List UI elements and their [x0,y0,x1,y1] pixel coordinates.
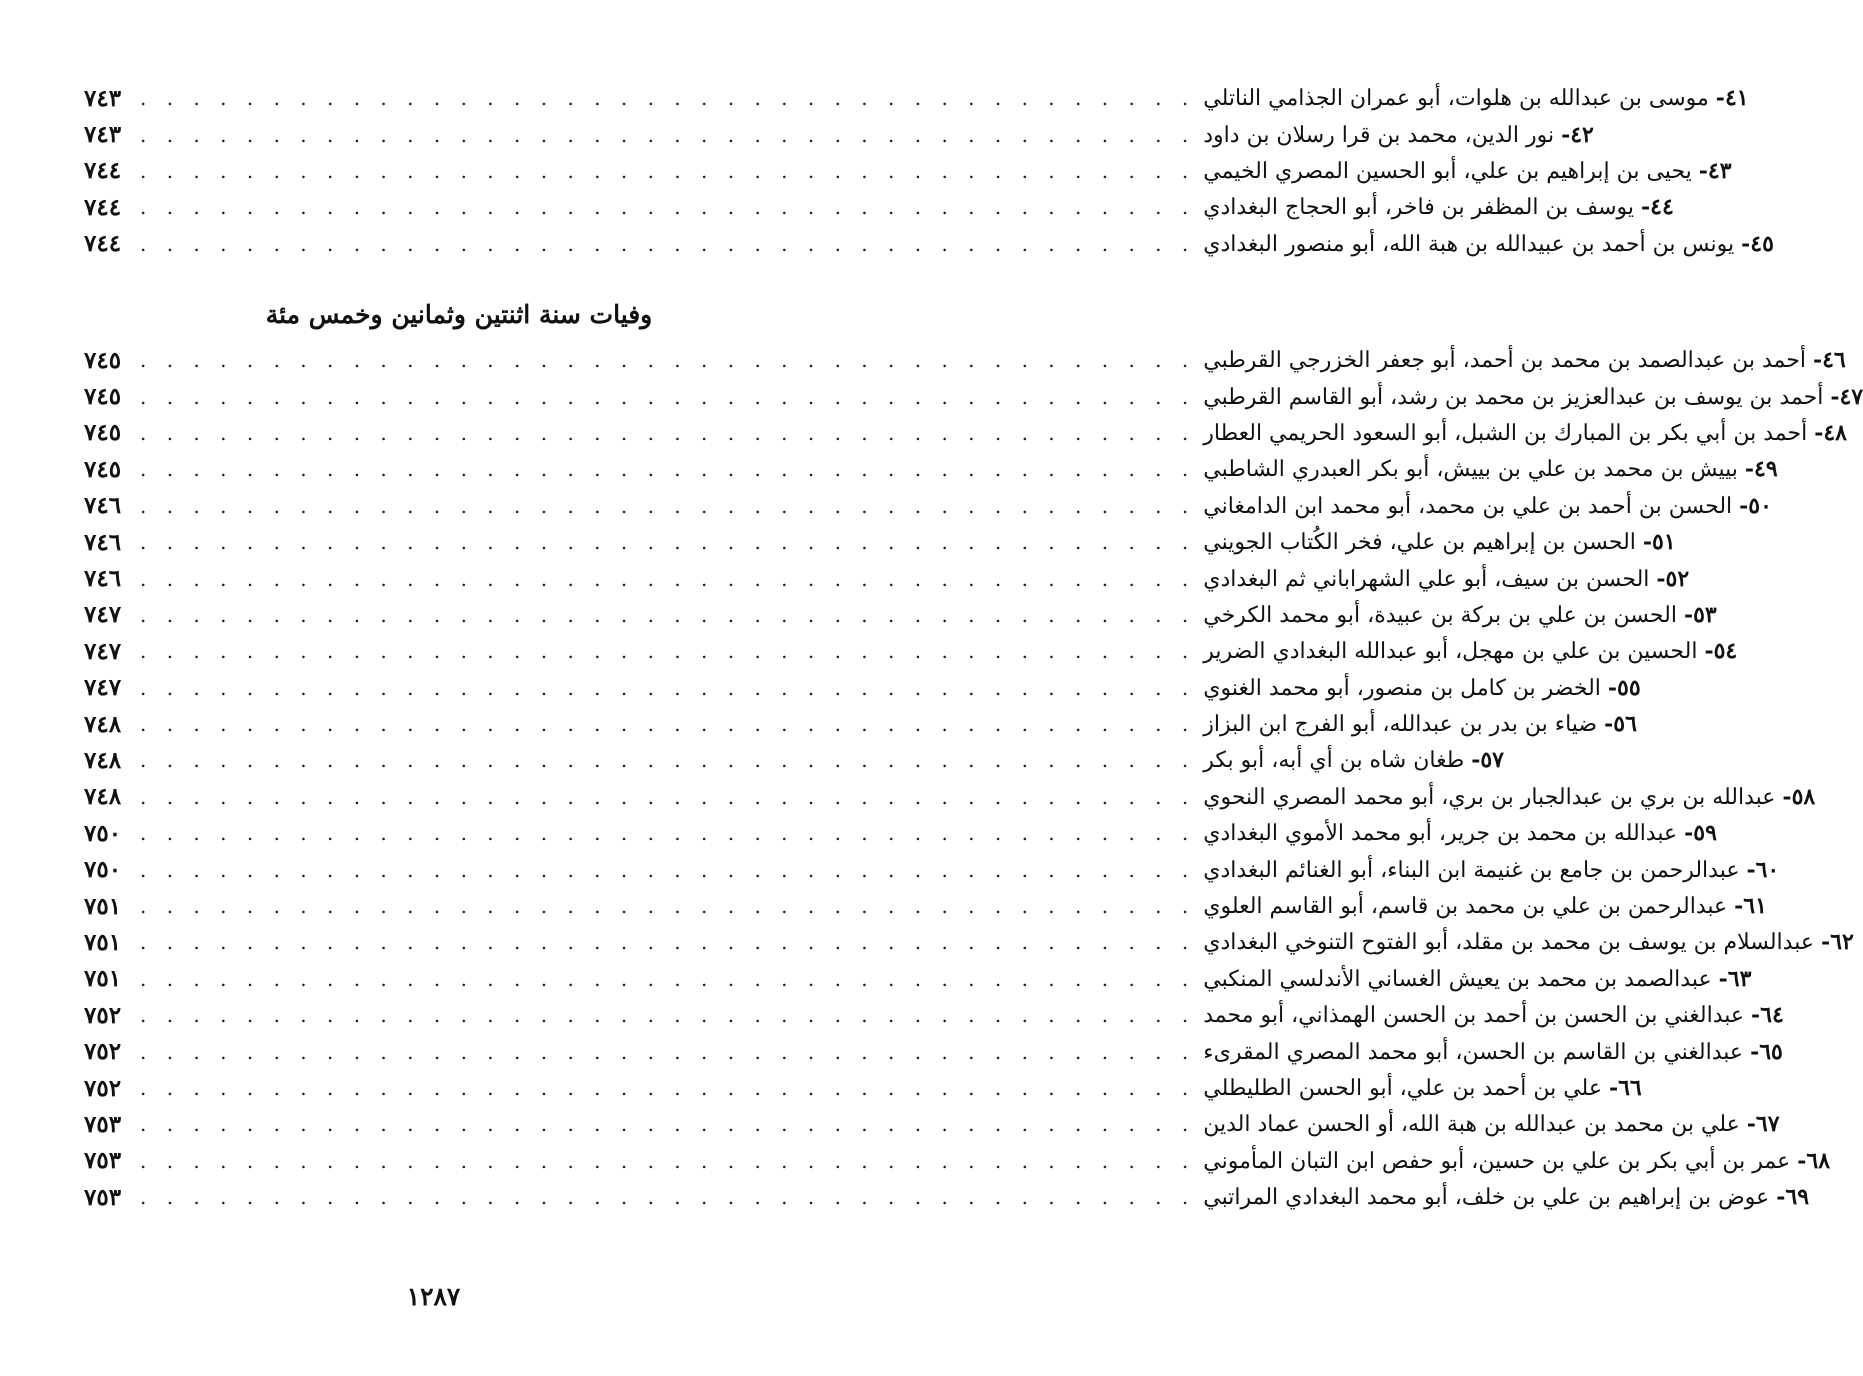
entry-number: ٥٤- [1704,638,1738,665]
section-heading: وفيات سنة اثنتين وثمانين وخمس مئة [265,300,653,329]
entry-text-group [1203,1184,1809,1210]
entry-page-number: ٧٥١ [84,965,122,993]
dot-leader: . . . . . . . . . . . . . . . . . . . . . . . . . . . . . . . . . . . . . . . . [140,930,1196,955]
page-number: ١٢٨٧ [406,1282,461,1311]
entry-name: عبدالصمد بن محمد بن يعيش الغساني الأندلسي المنكبي [1203,966,1712,992]
entry-number: ٥٩- [1684,820,1717,847]
entry-page-number: ٧٤٧ [84,601,122,629]
entry-number: ٦٦- [1608,1075,1642,1101]
entry-number: ٥٥- [1607,674,1641,701]
entry-text-group [1203,1111,1779,1137]
entry-name: نور الدين، محمد بن قرا رسلان بن داود [1203,122,1555,148]
index-entry [84,1106,1780,1142]
entry-number: ٥٠- [1739,492,1772,519]
entry-name: طغان شاه بن أي أبه، أبو بكر [1203,748,1465,774]
entry-page-number: ٧٤٨ [84,746,122,774]
entry-text-group [1203,1148,1830,1174]
entry-page-number: ٧٥٢ [84,1001,122,1029]
entry-text-group [1203,638,1737,664]
index-entry [84,706,1637,742]
index-entry [84,997,1784,1033]
entry-name: عبدالغني بن الحسن بن أحمد بن الحسن الهمذاني، أبو محمد [1203,1003,1745,1029]
entry-name: أحمد بن أبي بكر بن المبارك بن الشبل، أبو السعود الحريمي العطار [1203,420,1808,446]
dot-leader: . . . . . . . . . . . . . . . . . . . . . . . . . . . . . . . . . . . . . . . . [140,639,1196,664]
entry-page-number: ٧٤٤ [84,230,122,258]
entry-page-number: ٧٤٨ [84,783,122,811]
entry-number: ٤١- [1715,85,1749,112]
dot-leader: . . . . . . . . . . . . . . . . . . . . . . . . . . . . . . . . . . . . . . . . [140,675,1196,700]
entry-text-group [1203,158,1731,184]
entry-page-number: ٧٤٥ [84,455,122,483]
entry-name: بييش بن محمد بن علي بن بييش، أبو بكر العبدري الشاطبي [1203,457,1738,483]
dot-leader: . . . . . . . . . . . . . . . . . . . . . . . . . . . . . . . . . . . . . . . . [140,712,1196,737]
entry-text-group [1203,1002,1784,1028]
entry-number: ٤٦- [1812,347,1846,374]
entry-number: ٥٢- [1656,565,1690,592]
index-entry [84,378,1863,414]
dot-leader: . . . . . . . . . . . . . . . . . . . . . . . . . . . . . . . . . . . . . . . . [140,1112,1196,1137]
entry-page-number: ٧٤٦ [84,565,122,593]
entry-page-number: ٧٥٢ [84,1038,122,1066]
entry-page-number: ٧٥١ [84,892,122,920]
dot-leader: . . . . . . . . . . . . . . . . . . . . . . . . . . . . . . . . . . . . . . . . [140,195,1196,220]
entry-page-number: ٧٤٥ [84,419,122,447]
entry-page-number: ٧٥٣ [84,1183,122,1211]
entry-number: ٦٧- [1746,1111,1780,1138]
index-entry [84,670,1641,706]
entry-text-group [1203,456,1777,482]
entry-number: ٤٧- [1830,383,1863,410]
entry-name: الحسن بن سيف، أبو علي الشهراباني ثم البغدادي [1203,566,1650,592]
entry-text-group [1203,194,1674,220]
entry-number: ٦٩- [1776,1184,1810,1211]
dot-leader: . . . . . . . . . . . . . . . . . . . . . . . . . . . . . . . . . . . . . . . . [140,420,1196,445]
entry-text-group [1203,711,1637,737]
index-entry [84,633,1738,669]
index-entry [84,80,1749,116]
entry-text-group [1203,784,1815,810]
dot-leader: . . . . . . . . . . . . . . . . . . . . . . . . . . . . . . . . . . . . . . . . [140,457,1196,482]
index-entry [84,815,1717,851]
dot-leader: . . . . . . . . . . . . . . . . . . . . . . . . . . . . . . . . . . . . . . . . [140,821,1196,846]
entry-number: ٥١- [1642,529,1676,556]
entry-name: عمر بن أبي بكر بن علي بن حسين، أبو حفص ابن التبان المأموني [1203,1148,1791,1174]
entry-text-group [1203,893,1767,919]
entry-text-group [1203,966,1751,992]
entry-text-group [1203,566,1689,592]
entry-page-number: ٧٤٦ [84,492,122,520]
entry-text-group [1203,347,1845,373]
entry-text-group [1203,384,1863,410]
index-entry [84,1033,1783,1069]
entry-name: عوض بن إبراهيم بن علي بن خلف، أبو محمد البغدادي المراتبي [1203,1185,1770,1211]
entry-name: موسى بن عبدالله بن هلوات، أبو عمران الجذامي الناتلي [1203,86,1709,112]
entry-page-number: ٧٤٣ [84,121,122,149]
entry-name: أحمد بن عبدالصمد بن محمد بن أحمد، أبو جعفر الخزرجي القرطبي [1203,348,1806,374]
entry-number: ٥٨- [1782,783,1816,810]
entry-page-number: ٧٥١ [84,928,122,956]
entry-name: الخضر بن كامل بن منصور، أبو محمد الغنوي [1203,675,1601,701]
entry-number: ٥٧- [1471,747,1504,774]
entry-text-group [1203,1039,1783,1065]
entry-page-number: ٧٤٥ [84,346,122,374]
entry-number: ٤٨- [1814,419,1847,446]
dot-leader: . . . . . . . . . . . . . . . . . . . . . . . . . . . . . . . . . . . . . . . . [140,348,1196,373]
dot-leader: . . . . . . . . . . . . . . . . . . . . . . . . . . . . . . . . . . . . . . . . [140,1039,1196,1064]
index-entry [84,153,1732,189]
dot-leader: . . . . . . . . . . . . . . . . . . . . . . . . . . . . . . . . . . . . . . . . [140,894,1196,919]
entry-name: يوسف بن المظفر بن فاخر، أبو الحجاج البغدادي [1203,195,1635,221]
dot-leader: . . . . . . . . . . . . . . . . . . . . . . . . . . . . . . . . . . . . . . . . [140,1185,1196,1210]
index-entry [84,342,1846,378]
index-entry [84,1070,1642,1106]
entry-number: ٤٣- [1698,157,1732,184]
entry-number: ٥٣- [1683,601,1717,628]
dot-leader: . . . . . . . . . . . . . . . . . . . . . . . . . . . . . . . . . . . . . . . . [140,158,1196,183]
entry-name: الحسن بن إبراهيم بن علي، فخر الكُتاب الجويني [1203,530,1636,556]
entry-number: ٦٢- [1820,929,1854,956]
index-entry [84,851,1780,887]
dot-leader: . . . . . . . . . . . . . . . . . . . . . . . . . . . . . . . . . . . . . . . . [140,857,1196,882]
entry-page-number: ٧٥٠ [84,856,122,884]
index-entry [84,597,1717,633]
entry-name: يونس بن أحمد بن عبيدالله بن هبة الله، أبو منصور البغدادي [1203,231,1735,257]
entry-number: ٦١- [1734,893,1767,920]
dot-leader: . . . . . . . . . . . . . . . . . . . . . . . . . . . . . . . . . . . . . . . . [140,86,1196,111]
dot-leader: . . . . . . . . . . . . . . . . . . . . . . . . . . . . . . . . . . . . . . . . [140,602,1196,627]
entry-number: ٦٥- [1750,1038,1783,1065]
entry-name: علي بن محمد بن عبدالله بن هبة الله، أو الحسن عماد الدين [1203,1112,1740,1138]
index-entry [84,888,1767,924]
entry-number: ٦٨- [1797,1147,1831,1174]
entry-page-number: ٧٥٣ [84,1147,122,1175]
dot-leader: . . . . . . . . . . . . . . . . . . . . . . . . . . . . . . . . . . . . . . . . [140,966,1196,991]
entry-text-group [1203,420,1847,446]
entry-text-group [1203,85,1748,111]
dot-leader: . . . . . . . . . . . . . . . . . . . . . . . . . . . . . . . . . . . . . . . . [140,1148,1196,1173]
entry-name: عبدالسلام بن يوسف بن محمد بن مقلد، أبو الفتوح التنوخي البغدادي [1203,930,1814,956]
entry-page-number: ٧٤٤ [84,157,122,185]
entry-number: ٤٩- [1744,456,1778,483]
entry-page-number: ٧٤٤ [84,193,122,221]
entry-number: ٦٣- [1718,965,1752,992]
entry-text-group [1203,529,1675,555]
dot-leader: . . . . . . . . . . . . . . . . . . . . . . . . . . . . . . . . . . . . . . . . [140,1003,1196,1028]
entry-text-group [1203,231,1774,257]
entry-name: عبدالرحمن بن علي بن محمد بن قاسم، أبو القاسم العلوي [1203,894,1728,920]
index-entry [84,226,1774,262]
entry-text-group [1203,857,1779,883]
entry-page-number: ٧٥٠ [84,819,122,847]
entry-text-group [1203,493,1772,519]
entry-text-group [1203,747,1504,773]
entry-number: ٤٥- [1741,230,1774,257]
index-entry [84,924,1854,960]
dot-leader: . . . . . . . . . . . . . . . . . . . . . . . . . . . . . . . . . . . . . . . . [140,493,1196,518]
entry-text-group [1203,602,1716,628]
index-entry [84,189,1674,225]
entry-text-group [1203,820,1717,846]
dot-leader: . . . . . . . . . . . . . . . . . . . . . . . . . . . . . . . . . . . . . . . . [140,566,1196,591]
entry-page-number: ٧٤٧ [84,637,122,665]
entry-page-number: ٧٥٢ [84,1074,122,1102]
entry-page-number: ٧٤٧ [84,674,122,702]
entry-name: أحمد بن يوسف بن عبدالعزيز بن محمد بن رشد، أبو القاسم القرطبي [1203,384,1824,410]
entry-name: علي بن أحمد بن علي، أبو الحسن الطليطلي [1203,1076,1602,1101]
index-entry [84,1143,1831,1179]
entry-number: ٦٠- [1746,856,1780,883]
index-entry [84,451,1778,487]
entry-page-number: ٧٤٦ [84,528,122,556]
entry-number: ٥٦- [1604,711,1637,738]
index-entry [84,779,1816,815]
index-entry [84,961,1752,997]
entry-text-group [1203,1075,1642,1101]
entry-name: الحسن بن علي بن بركة بن عبيدة، أبو محمد الكرخي [1203,602,1677,628]
dot-leader: . . . . . . . . . . . . . . . . . . . . . . . . . . . . . . . . . . . . . . . . [140,530,1196,555]
entry-name: عبدالرحمن بن جامع بن غنيمة ابن البناء، أبو الغنائم البغدادي [1203,857,1740,883]
index-list-main [84,342,1863,1215]
entry-name: الحسن بن أحمد بن علي بن محمد، أبو محمد ابن الدامغاني [1203,493,1733,519]
index-entry [84,1179,1810,1215]
index-entry [84,742,1504,778]
dot-leader: . . . . . . . . . . . . . . . . . . . . . . . . . . . . . . . . . . . . . . . . [140,784,1196,809]
dot-leader: . . . . . . . . . . . . . . . . . . . . . . . . . . . . . . . . . . . . . . . . [140,748,1196,773]
entry-text-group [1203,929,1854,955]
index-entry [84,488,1772,524]
entry-number: ٤٤- [1641,194,1674,221]
index-entry [84,560,1690,596]
entry-number: ٤٢- [1561,121,1594,148]
entry-name: عبدالله بن بري بن عبدالجبار بن بري، أبو محمد المصري النحوي [1203,784,1776,810]
entry-name: عبدالله بن محمد بن جرير، أبو محمد الأموي البغدادي [1203,821,1678,847]
index-entry [84,415,1847,451]
entry-page-number: ٧٤٣ [84,84,122,112]
entry-text-group [1203,122,1594,148]
dot-leader: . . . . . . . . . . . . . . . . . . . . . . . . . . . . . . . . . . . . . . . . [140,122,1196,147]
index-list-top [84,80,1774,262]
dot-leader: . . . . . . . . . . . . . . . . . . . . . . . . . . . . . . . . . . . . . . . . [140,231,1196,256]
entry-page-number: ٧٤٥ [84,383,122,411]
entry-name: الحسين بن علي بن مهجل، أبو عبدالله البغدادي الضرير [1203,639,1698,665]
entry-name: عبدالغني بن القاسم بن الحسن، أبو محمد المصري المقرىء [1203,1039,1744,1065]
index-entry [84,524,1676,560]
entry-page-number: ٧٥٣ [84,1110,122,1138]
entry-number: ٦٤- [1751,1002,1784,1029]
entry-page-number: ٧٤٨ [84,710,122,738]
dot-leader: . . . . . . . . . . . . . . . . . . . . . . . . . . . . . . . . . . . . . . . . [140,384,1196,409]
entry-name: ضياء بن بدر بن عبدالله، أبو الفرج ابن البزاز [1203,712,1598,738]
entry-text-group [1203,675,1640,701]
index-entry [84,116,1594,152]
entry-name: يحيى بن إبراهيم بن علي، أبو الحسين المصري الخيمي [1203,158,1692,184]
dot-leader: . . . . . . . . . . . . . . . . . . . . . . . . . . . . . . . . . . . . . . . . [140,1076,1196,1100]
